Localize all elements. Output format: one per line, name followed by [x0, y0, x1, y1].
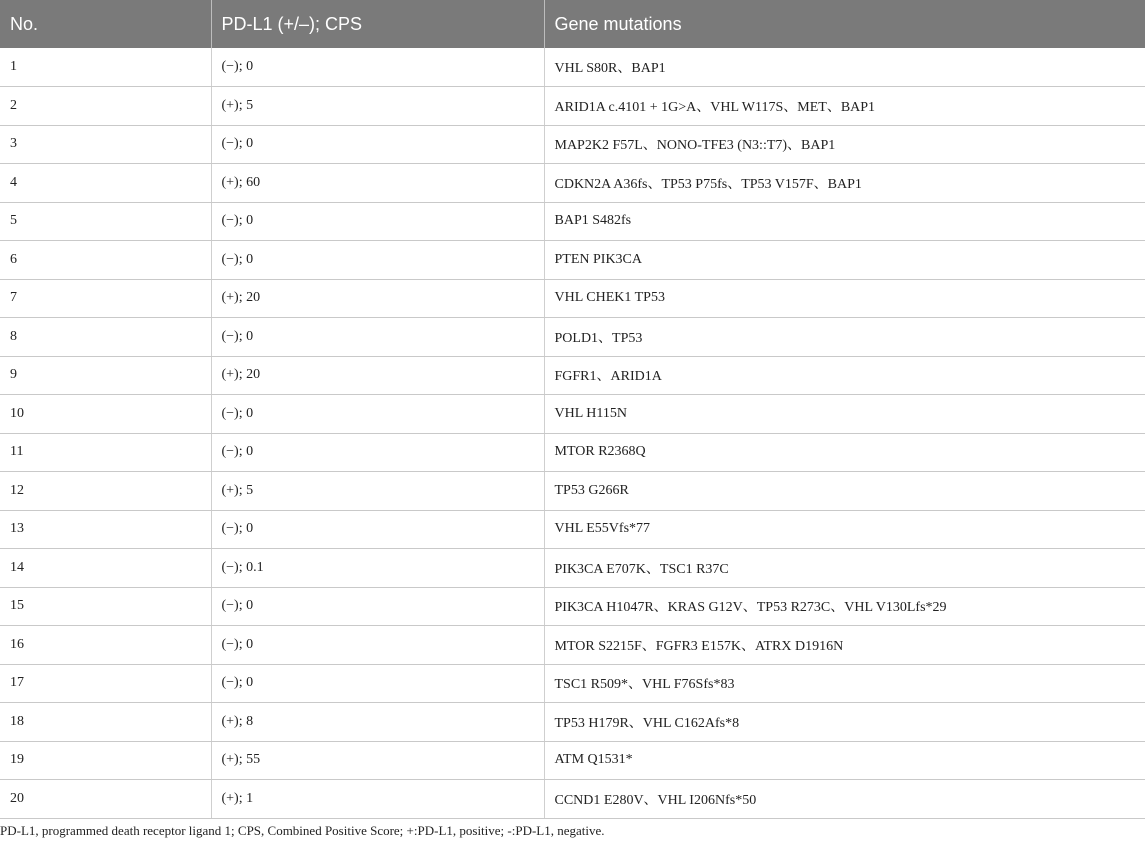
- cell-pdl1-cps: (+); 8: [211, 703, 544, 742]
- cell-no: 7: [0, 279, 211, 318]
- cell-pdl1-cps: (−); 0: [211, 433, 544, 472]
- table-row: [0, 125, 1145, 164]
- cell-pdl1-cps: (−); 0: [211, 202, 544, 241]
- cell-no: 14: [0, 549, 211, 588]
- table-row: [0, 395, 1145, 434]
- table-row: [0, 164, 1145, 203]
- cell-gene-mutations: VHL CHEK1 TP53: [544, 279, 1145, 318]
- cell-no: 15: [0, 587, 211, 626]
- cell-pdl1-cps: (−); 0: [211, 241, 544, 280]
- cell-gene-mutations: CDKN2A A36fs、TP53 P75fs、TP53 V157F、BAP1: [544, 164, 1145, 203]
- cell-pdl1-cps: (+); 60: [211, 164, 544, 203]
- cell-pdl1-cps: (+); 5: [211, 87, 544, 126]
- cell-gene-mutations: TP53 G266R: [544, 472, 1145, 511]
- table-row: [0, 279, 1145, 318]
- cell-pdl1-cps: (+); 20: [211, 356, 544, 395]
- cell-no: 3: [0, 125, 211, 164]
- header-pdl1-cps: PD-L1 (+/–); CPS: [211, 0, 544, 48]
- cell-pdl1-cps: (−); 0: [211, 395, 544, 434]
- table-row: [0, 202, 1145, 241]
- cell-gene-mutations: FGFR1、ARID1A: [544, 356, 1145, 395]
- cell-pdl1-cps: (+); 1: [211, 780, 544, 819]
- cell-no: 1: [0, 48, 211, 87]
- cell-gene-mutations: VHL H115N: [544, 395, 1145, 434]
- cell-no: 10: [0, 395, 211, 434]
- table-row: [0, 318, 1145, 357]
- cell-pdl1-cps: (−); 0: [211, 318, 544, 357]
- header-no: No.: [0, 0, 211, 48]
- table-row: [0, 356, 1145, 395]
- cell-gene-mutations: VHL E55Vfs*77: [544, 510, 1145, 549]
- cell-no: 4: [0, 164, 211, 203]
- cell-pdl1-cps: (−); 0: [211, 125, 544, 164]
- cell-pdl1-cps: (+); 20: [211, 279, 544, 318]
- table-row: [0, 664, 1145, 703]
- table-footnote: PD-L1, programmed death receptor ligand 1; CPS, Combined Positive Score; +:PD-L1, positive; -:PD-L1, negative.: [0, 823, 605, 838]
- header-gene-mutations: Gene mutations: [554, 13, 682, 34]
- table-row: [0, 510, 1145, 549]
- table-row: [0, 626, 1145, 665]
- cell-gene-mutations: BAP1 S482fs: [544, 202, 1145, 241]
- cell-pdl1-cps: (−); 0.1: [211, 549, 544, 588]
- cell-gene-mutations: VHL S80R、BAP1: [544, 48, 1145, 87]
- cell-no: 17: [0, 664, 211, 703]
- cell-gene-mutations: MTOR S2215F、FGFR3 E157K、ATRX D1916N: [544, 626, 1145, 665]
- cell-no: 2: [0, 87, 211, 126]
- cell-no: 11: [0, 433, 211, 472]
- cell-gene-mutations: TP53 H179R、VHL C162Afs*8: [544, 703, 1145, 742]
- cell-no: 6: [0, 241, 211, 280]
- cell-no: 12: [0, 472, 211, 511]
- cell-no: 5: [0, 202, 211, 241]
- table-row: [0, 703, 1145, 742]
- cell-no: 8: [0, 318, 211, 357]
- cell-pdl1-cps: (+); 55: [211, 741, 544, 780]
- cell-gene-mutations: MTOR R2368Q: [544, 433, 1145, 472]
- cell-no: 20: [0, 780, 211, 819]
- cell-pdl1-cps: (+); 5: [211, 472, 544, 511]
- cell-gene-mutations: CCND1 E280V、VHL I206Nfs*50: [544, 780, 1145, 819]
- table-body: [0, 48, 1145, 818]
- table-row: [0, 433, 1145, 472]
- header-row: [0, 0, 1145, 48]
- table-row: [0, 780, 1145, 819]
- table-row: [0, 549, 1145, 588]
- cell-pdl1-cps: (−); 0: [211, 626, 544, 665]
- cell-pdl1-cps: (−); 0: [211, 48, 544, 87]
- cell-gene-mutations: POLD1、TP53: [544, 318, 1145, 357]
- table-row: [0, 48, 1145, 87]
- cell-gene-mutations: TSC1 R509*、VHL F76Sfs*83: [544, 664, 1145, 703]
- table-header: [0, 0, 1145, 48]
- cell-no: 16: [0, 626, 211, 665]
- cell-no: 13: [0, 510, 211, 549]
- table-row: [0, 741, 1145, 780]
- cell-gene-mutations: PIK3CA E707K、TSC1 R37C: [544, 549, 1145, 588]
- cell-gene-mutations: PIK3CA H1047R、KRAS G12V、TP53 R273C、VHL V130Lfs*29: [544, 587, 1145, 626]
- cell-pdl1-cps: (−); 0: [211, 510, 544, 549]
- cell-gene-mutations: MAP2K2 F57L、NONO-TFE3 (N3::T7)、BAP1: [544, 125, 1145, 164]
- cell-no: 18: [0, 703, 211, 742]
- cell-no: 19: [0, 741, 211, 780]
- table-row: [0, 87, 1145, 126]
- cell-gene-mutations: ARID1A c.4101 + 1G>A、VHL W117S、MET、BAP1: [544, 87, 1145, 126]
- table-row: [0, 587, 1145, 626]
- table-row: [0, 241, 1145, 280]
- cell-gene-mutations: PTEN PIK3CA: [544, 241, 1145, 280]
- table-row: [0, 472, 1145, 511]
- cell-pdl1-cps: (−); 0: [211, 587, 544, 626]
- cell-gene-mutations: ATM Q1531*: [544, 741, 1145, 780]
- cell-pdl1-cps: (−); 0: [211, 664, 544, 703]
- cell-no: 9: [0, 356, 211, 395]
